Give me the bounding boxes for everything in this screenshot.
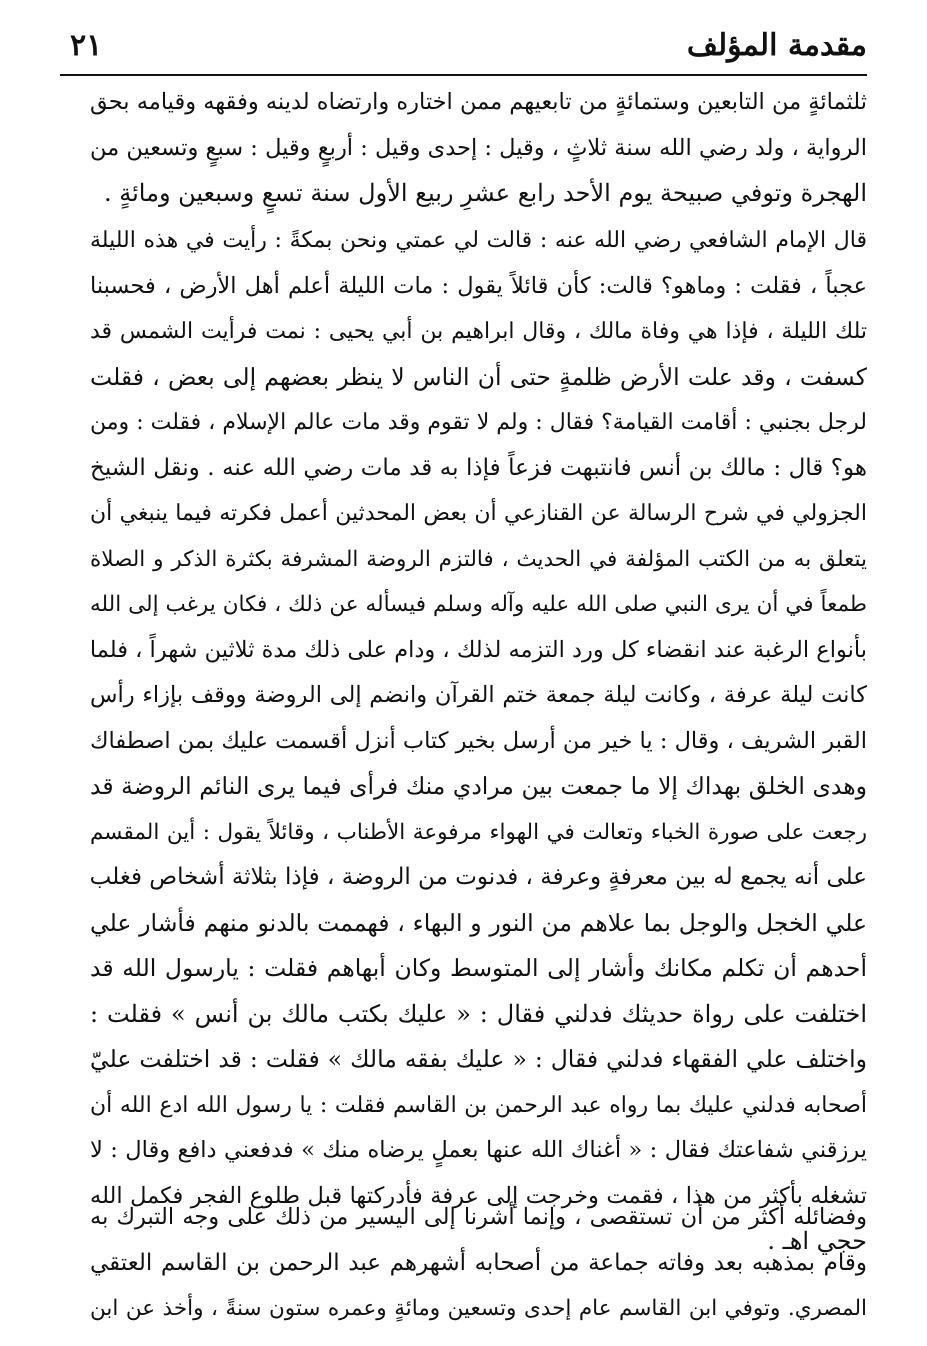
text-line: وفضائله أكثر من أن تستقصى ، وإنما أشرنا إلى اليسير من ذلك على وجه التبرك به [90, 1204, 867, 1230]
text-line: على أنه يجمع له بين معرفةٍ وعرفة ، فدنوت من الروضة ، فإذا بثلاثة أشخاص فغلب [89, 864, 867, 890]
text-line: تلك الليلة ، فإذا هي وفاة مالك ، وقال ابراهيم بن أبي يحيى : نمت فرأيت الشمس قد [90, 319, 867, 344]
text-line: رجعت على صورة الخباء وتعالت في الهواء مرفوعة الأطناب ، وقائلاً يقول : أين المقسم [90, 819, 867, 845]
page-header [60, 22, 867, 76]
text-line: الجزولي في شرح الرسالة عن القنازعي أن بعض المحدثين أعمل فكرته فيما ينبغي أن [90, 501, 867, 526]
text-line: عجباً ، فقلت : وماهو؟ قالت: كأن قائلاً يقول : مات الليلة أعلم أهل الأرض ، فحسبنا [90, 272, 867, 299]
text-line: هو؟ قال : مالك بن أنس فانتبهت فزعاً فإذا به قد مات رضي الله عنه . ونقل الشيخ [90, 454, 867, 481]
text-line: قال الإمام الشافعي رضي الله عنه : قالت لي عمتي ونحن بمكةً : رأيت في هذه الليلة [90, 228, 867, 253]
running-title: مقدمة المؤلف [686, 28, 867, 63]
paragraph-1 [90, 80, 867, 217]
text-line: الهجرة وتوفي صبيحة يوم الأحد رابع عشرِ ربيع الأول سنة تسعٍ وسبعين ومائةٍ . [103, 179, 867, 207]
text-line: أحدهم أن تكلم مكانك وأشار إلى المتوسط وكان أبهاهم فقلت : يارسول الله قد [90, 954, 867, 982]
text-line: واختلف علي الفقهاء فدلني فقال : « عليك بفقه مالك » فقلت : قد اختلفت عليّ [90, 1045, 867, 1073]
text-line: الرواية ، ولد رضي الله سنة ثلاثٍ ، وقيل : إحدى وقيل : أربعٍ وقيل : سبعٍ وتسعين من [90, 134, 867, 161]
text-line: اختلفت على رواة حديثك فدلني فقال : « عليك بكتب مالك بن أنس » فقلت : [90, 999, 867, 1028]
text-line: أصحابه فدلني عليك بما رواه عبد الرحمن بن القاسم فقلت : يا رسول الله ادع الله أن [90, 1092, 867, 1118]
text-line: كسفت ، وقد علت الأرض ظلمةٍ حتى أن الناس لا ينظر بعضهم إلى بعض ، فقلت [90, 362, 867, 391]
text-line: علي الخجل والوجل بما علاهم من النور و البهاء ، فهممت بالدنو منهم فأشار علي [90, 908, 867, 937]
page-number: ٢١ [70, 28, 103, 63]
text-line: يرزقني شفاعتك فقال : « أغناك الله عنها بعملٍ يرضاه منك » فدفعني دافع وقال : لا [90, 1137, 867, 1163]
text-line: وهدى الخلق بهداك إلا ما جمعت بين مرادي منك فرأى فيما يرى النائم الروضة قد [90, 772, 867, 800]
text-line: كانت ليلة عرفة ، وكانت ليلة جمعة ختم القرآن وانضم إلى الروضة ووقف بإزاء رأس [90, 682, 867, 708]
text-line: طمعاً في أن يرى النبي صلى الله عليه وآله وسلم فيسأله عن ذلك ، فكان يرغب إلى الله [90, 592, 867, 617]
text-line: تشغله بأكثر من هذا ، فقمت وخرجت إلى عرفة فأدركتها قبل طلوع الفجر فكمل الله [90, 1182, 867, 1209]
text-line: القبر الشريف ، وقال : يا خير من أرسل بخير كتاب أنزل أقسمت عليك بمن اصطفاك [90, 727, 867, 754]
text-line: حجي اهـ . [767, 1227, 867, 1255]
paragraph-2 [90, 218, 867, 1265]
text-line: وقام بمذهبه بعد وفاته جماعة من أصحابه أشهرهم عبد الرحمن بن القاسم العتقي [90, 1249, 867, 1276]
text-line: ثلثمائةٍ من التابعين وستمائةٍ من تابعيهم ممن اختاره وارتضاه لدينه وفقهه وقيامه بحق [90, 89, 867, 115]
text-line: المصري. وتوفي ابن القاسم عام إحدى وتسعين ومائةٍ وعمره ستون سنةً ، وأخذ عن ابن [90, 1296, 867, 1321]
text-line: يتعلق به من الكتب المؤلفة في الحديث ، فالتزم الروضة المشرفة بكثرة الذكر و الصلاة [90, 546, 867, 572]
text-line: بأنواع الرغبة عند انقضاء كل ورد التزمه لذلك ، ودام على ذلك مدة ثلاثين شهراً ، فلما [89, 636, 867, 663]
text-line: لرجل بجنبي : أقامت القيامة؟ فقال : ولم لا تقوم وقد مات عالم الإسلام ، فقلت : ومن [90, 410, 867, 435]
paragraph-3 [90, 1195, 867, 1332]
